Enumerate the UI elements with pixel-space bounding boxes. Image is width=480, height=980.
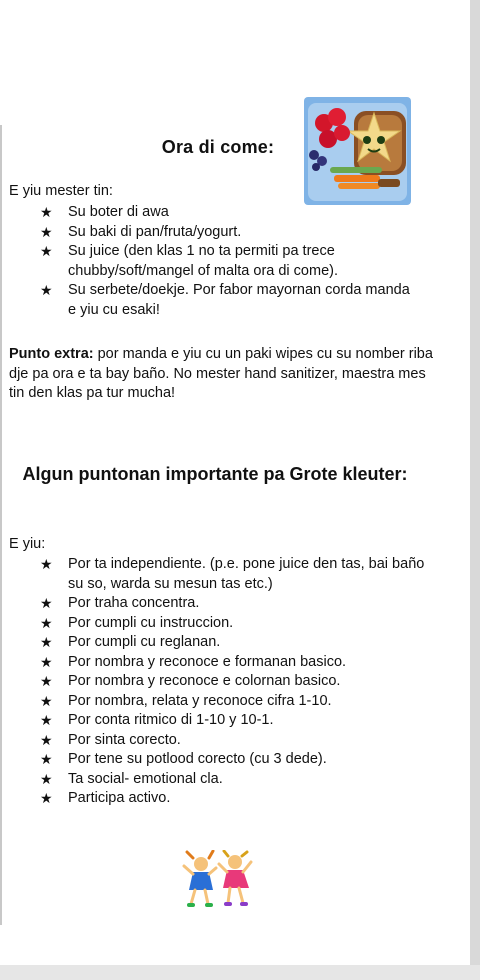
list-item: ★ Por nombra y reconoce e formanan basico. [40,653,435,673]
star-bullet-icon: ★ [40,614,53,631]
lunch-heading: Ora di come: [161,137,275,157]
list-item: ★ Por cumpli cu reglanan. [40,633,435,653]
list-item: ★ Por nombra, relata y reconoce cifra 1-10. [40,692,435,712]
list-item: ★ Su serbete/doekje. Por fabor mayornan corda manda e yiu cu esaki! [40,282,410,318]
lunchbox-photo [304,97,411,205]
list-item: ★ Su baki di pan/fruta/yogurt. [40,223,420,243]
star-bullet-icon: ★ [40,673,53,689]
lunch-intro: E yiu mester tin: [9,183,113,199]
important-heading: Algun puntonan importante pa Grote kleuter: [22,464,408,484]
list-item: ★ Por conta ritmico di 1-10 y 10-1. [40,711,435,731]
extra-note-text: por manda e yiu cu un paki wipes cu su nomber riba dje pa ora e ta bay baño. No mester hand sanitizer, maestra mes tin den klas pa tur mucha! [9,346,433,401]
star-bullet-icon: ★ [40,223,53,240]
list-item: ★ Por sinta corecto. [40,731,435,751]
important-intro: E yiu: [9,536,46,552]
star-bullet-icon: ★ [40,751,53,767]
list-item: ★ Por ta independiente. (p.e. pone juice den tas, bai baño su so, warda su mesun tas etc.) [40,556,425,592]
list-item: ★ Ta social- emotional cla. [40,770,435,790]
page-edge [0,125,2,925]
star-bullet-icon: ★ [40,712,53,728]
star-bullet-icon: ★ [40,243,53,259]
dancing-kids-illustration [181,850,255,912]
star-bullet-icon: ★ [40,653,53,670]
list-item: ★ Su boter di awa [40,203,420,223]
star-bullet-icon: ★ [40,282,53,298]
star-bullet-icon: ★ [40,731,53,748]
lunch-list [40,203,420,320]
scrollbar-track[interactable] [470,0,480,980]
extra-note-label: Punto extra: [9,346,94,362]
star-bullet-icon: ★ [40,790,53,806]
star-bullet-icon: ★ [40,770,53,787]
list-item: ★ Su juice (den klas 1 no ta permiti pa trece chubby/soft/mangel of malta ora di come). [40,243,338,279]
list-item: ★ Por nombra y reconoce e colornan basico. [40,672,435,692]
star-bullet-icon: ★ [40,204,53,220]
important-list [40,555,435,809]
star-bullet-icon: ★ [40,634,53,650]
list-item: ★ Por traha concentra. [40,594,435,614]
list-item: ★ Por cumpli cu instruccion. [40,614,435,634]
list-item: ★ Por tene su potlood corecto (cu 3 dede). [40,750,435,770]
star-bullet-icon: ★ [40,692,53,709]
list-item: ★ Participa activo. [40,789,435,809]
bottom-edge [0,965,480,980]
star-bullet-icon: ★ [40,556,53,572]
star-bullet-icon: ★ [40,595,53,611]
extra-note [9,345,434,404]
